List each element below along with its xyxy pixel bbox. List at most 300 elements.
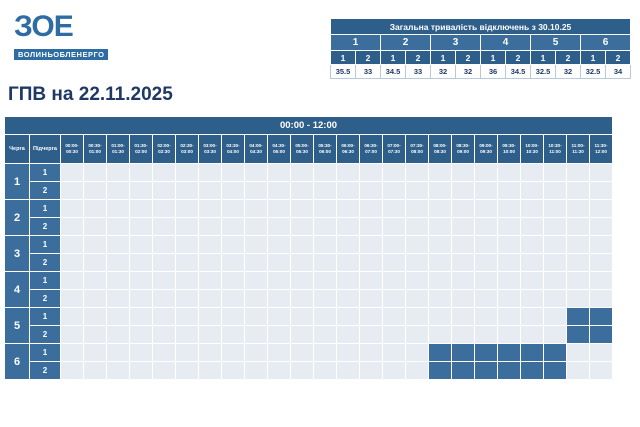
- outage-cell-off: [383, 200, 406, 218]
- outage-cell-off: [291, 218, 314, 236]
- outage-cell-off: [268, 236, 291, 254]
- outage-cell-on: [567, 308, 590, 326]
- outage-cell-off: [176, 308, 199, 326]
- outage-cell-off: [130, 326, 153, 344]
- outage-cell-on: [544, 362, 567, 380]
- outage-cell-off: [360, 362, 383, 380]
- outage-cell-off: [406, 182, 429, 200]
- outage-cell-off: [337, 218, 360, 236]
- summary-subgroup: 2: [606, 51, 631, 65]
- subqueue-number: 1: [30, 236, 61, 254]
- schedule-row: [5, 254, 613, 272]
- time-slot-header: 00:00- 00:30: [61, 135, 84, 164]
- outage-cell-off: [337, 326, 360, 344]
- outage-cell-off: [406, 200, 429, 218]
- queue-number: 6: [5, 344, 30, 380]
- outage-cell-off: [84, 326, 107, 344]
- outage-cell-on: [590, 308, 613, 326]
- time-slot-header: 04:00- 04:30: [245, 135, 268, 164]
- outage-cell-off: [544, 236, 567, 254]
- outage-cell-off: [383, 164, 406, 182]
- outage-cell-off: [429, 200, 452, 218]
- queue-number: 5: [5, 308, 30, 344]
- summary-subgroup: 2: [506, 51, 531, 65]
- outage-cell-off: [61, 308, 84, 326]
- outage-cell-off: [475, 272, 498, 290]
- outage-cell-off: [130, 344, 153, 362]
- schedule-row: [5, 182, 613, 200]
- outage-cell-off: [291, 200, 314, 218]
- outage-cell-off: [521, 326, 544, 344]
- summary-subgroup: 2: [556, 51, 581, 65]
- summary-subgroup: 1: [431, 51, 456, 65]
- outage-cell-off: [176, 164, 199, 182]
- summary-group-row: [331, 35, 631, 51]
- outage-cell-off: [268, 344, 291, 362]
- outage-cell-off: [337, 236, 360, 254]
- summary-value: 32: [456, 65, 481, 79]
- outage-cell-off: [590, 254, 613, 272]
- outage-cell-off: [429, 272, 452, 290]
- outage-cell-on: [475, 362, 498, 380]
- outage-cell-off: [475, 182, 498, 200]
- outage-cell-off: [544, 272, 567, 290]
- outage-cell-off: [590, 344, 613, 362]
- outage-cell-off: [383, 272, 406, 290]
- summary-group: 3: [431, 35, 481, 51]
- outage-cell-off: [567, 344, 590, 362]
- time-slot-header: 01:30- 02:00: [130, 135, 153, 164]
- outage-cell-off: [521, 254, 544, 272]
- outage-cell-off: [590, 290, 613, 308]
- outage-cell-off: [383, 308, 406, 326]
- outage-cell-off: [475, 164, 498, 182]
- outage-cell-off: [383, 344, 406, 362]
- outage-cell-off: [475, 236, 498, 254]
- subqueue-number: 2: [30, 218, 61, 236]
- outage-cell-off: [61, 326, 84, 344]
- outage-cell-off: [61, 290, 84, 308]
- outage-cell-off: [406, 344, 429, 362]
- outage-cell-off: [291, 236, 314, 254]
- grid-header-row: [5, 135, 613, 164]
- outage-cell-off: [567, 362, 590, 380]
- outage-cell-off: [406, 362, 429, 380]
- outage-cell-off: [314, 182, 337, 200]
- outage-cell-off: [107, 326, 130, 344]
- outage-cell-off: [245, 236, 268, 254]
- outage-cell-off: [567, 290, 590, 308]
- outage-cell-off: [498, 200, 521, 218]
- outage-cell-off: [153, 254, 176, 272]
- outage-cell-off: [245, 344, 268, 362]
- summary-value: 36: [481, 65, 506, 79]
- summary-subgroup: 1: [331, 51, 356, 65]
- outage-cell-off: [314, 290, 337, 308]
- outage-cell-off: [176, 290, 199, 308]
- schedule-row: [5, 362, 613, 380]
- outage-cell-off: [107, 236, 130, 254]
- outage-cell-off: [245, 272, 268, 290]
- outage-cell-off: [360, 164, 383, 182]
- outage-cell-off: [544, 290, 567, 308]
- outage-cell-on: [452, 344, 475, 362]
- outage-cell-off: [130, 254, 153, 272]
- outage-cell-off: [268, 308, 291, 326]
- company-logo: [14, 10, 164, 59]
- queue-number: 4: [5, 272, 30, 308]
- outage-cell-off: [314, 344, 337, 362]
- outage-cell-off: [291, 254, 314, 272]
- outage-cell-on: [429, 362, 452, 380]
- outage-cell-off: [245, 326, 268, 344]
- outage-cell-on: [475, 344, 498, 362]
- outage-cell-off: [222, 362, 245, 380]
- outage-cell-off: [452, 164, 475, 182]
- outage-cell-off: [567, 254, 590, 272]
- outage-cell-off: [199, 362, 222, 380]
- outage-cell-off: [314, 362, 337, 380]
- summary-value: 34.5: [381, 65, 406, 79]
- outage-cell-off: [84, 254, 107, 272]
- outage-cell-off: [521, 200, 544, 218]
- schedule-row: [5, 308, 613, 326]
- outage-cell-off: [199, 344, 222, 362]
- outage-cell-off: [153, 272, 176, 290]
- summary-group: 2: [381, 35, 431, 51]
- outage-cell-off: [337, 362, 360, 380]
- schedule-row: [5, 236, 613, 254]
- outage-cell-off: [245, 362, 268, 380]
- outage-cell-off: [245, 218, 268, 236]
- outage-cell-off: [383, 182, 406, 200]
- outage-cell-off: [360, 236, 383, 254]
- summary-value: 32.5: [581, 65, 606, 79]
- outage-cell-on: [567, 326, 590, 344]
- outage-cell-off: [199, 290, 222, 308]
- outage-cell-off: [199, 200, 222, 218]
- time-band-label: 00:00 - 12:00: [5, 117, 613, 135]
- outage-cell-off: [521, 182, 544, 200]
- outage-cell-off: [222, 326, 245, 344]
- time-slot-header: 00:30- 01:00: [84, 135, 107, 164]
- outage-cell-off: [314, 326, 337, 344]
- queue-number: 2: [5, 200, 30, 236]
- outage-cell-off: [199, 218, 222, 236]
- summary-group: 5: [531, 35, 581, 51]
- outage-cell-off: [61, 362, 84, 380]
- summary-group: 1: [331, 35, 381, 51]
- queue-number: 1: [5, 164, 30, 200]
- outage-cell-off: [107, 164, 130, 182]
- subqueue-number: 1: [30, 164, 61, 182]
- time-slot-header: 01:00- 01:30: [107, 135, 130, 164]
- outage-cell-off: [498, 164, 521, 182]
- time-slot-header: 03:00- 03:30: [199, 135, 222, 164]
- outage-cell-off: [590, 164, 613, 182]
- outage-cell-off: [521, 236, 544, 254]
- outage-cell-off: [406, 164, 429, 182]
- outage-cell-off: [406, 308, 429, 326]
- outage-cell-off: [429, 290, 452, 308]
- summary-value: 32: [556, 65, 581, 79]
- outage-schedule-grid: [4, 116, 613, 380]
- outage-cell-off: [360, 344, 383, 362]
- time-slot-header: 06:00- 06:30: [337, 135, 360, 164]
- outage-cell-off: [360, 218, 383, 236]
- outage-cell-off: [84, 290, 107, 308]
- outage-cell-off: [337, 164, 360, 182]
- outage-cell-off: [383, 254, 406, 272]
- summary-subgroup: 1: [481, 51, 506, 65]
- outage-cell-off: [567, 182, 590, 200]
- outage-cell-off: [544, 254, 567, 272]
- outage-cell-off: [130, 218, 153, 236]
- outage-cell-off: [475, 308, 498, 326]
- outage-cell-off: [452, 182, 475, 200]
- schedule-row: [5, 218, 613, 236]
- outage-cell-off: [61, 236, 84, 254]
- outage-cell-off: [314, 272, 337, 290]
- outage-cell-off: [222, 182, 245, 200]
- outage-cell-off: [521, 164, 544, 182]
- outage-cell-off: [130, 272, 153, 290]
- page-title: ГПВ на 22.11.2025: [8, 84, 173, 105]
- outage-cell-on: [498, 362, 521, 380]
- outage-cell-off: [544, 182, 567, 200]
- outage-cell-off: [521, 290, 544, 308]
- outage-cell-off: [153, 164, 176, 182]
- time-slot-header: 11:30- 12:00: [590, 135, 613, 164]
- outage-cell-off: [222, 200, 245, 218]
- outage-cell-off: [245, 254, 268, 272]
- subqueue-number: 2: [30, 254, 61, 272]
- outage-cell-off: [452, 200, 475, 218]
- outage-cell-on: [521, 344, 544, 362]
- time-slot-header: 09:30- 10:00: [498, 135, 521, 164]
- time-slot-header: 10:30- 11:00: [544, 135, 567, 164]
- outage-cell-off: [268, 290, 291, 308]
- outage-cell-off: [245, 164, 268, 182]
- outage-cell-off: [130, 362, 153, 380]
- outage-cell-off: [406, 290, 429, 308]
- outage-cell-off: [544, 200, 567, 218]
- outage-cell-on: [452, 362, 475, 380]
- outage-cell-off: [544, 308, 567, 326]
- outage-cell-off: [314, 236, 337, 254]
- subqueue-number: 1: [30, 344, 61, 362]
- outage-cell-off: [406, 272, 429, 290]
- outage-cell-off: [107, 182, 130, 200]
- summary-header-row: [331, 19, 631, 35]
- outage-cell-off: [590, 200, 613, 218]
- outage-cell-off: [268, 272, 291, 290]
- summary-value: 34.5: [506, 65, 531, 79]
- outage-cell-off: [84, 164, 107, 182]
- outage-cell-off: [337, 308, 360, 326]
- time-slot-header: 05:00- 05:30: [291, 135, 314, 164]
- outage-cell-off: [199, 236, 222, 254]
- outage-cell-off: [61, 200, 84, 218]
- subqueue-number: 1: [30, 272, 61, 290]
- outage-cell-off: [360, 326, 383, 344]
- outage-cell-off: [176, 326, 199, 344]
- outage-cell-off: [337, 254, 360, 272]
- outage-cell-on: [590, 326, 613, 344]
- outage-cell-off: [475, 218, 498, 236]
- outage-cell-off: [429, 164, 452, 182]
- summary-subgroup-row: [331, 51, 631, 65]
- outage-cell-off: [176, 362, 199, 380]
- outage-cell-off: [337, 344, 360, 362]
- outage-cell-off: [61, 218, 84, 236]
- outage-cell-off: [84, 362, 107, 380]
- outage-cell-off: [130, 290, 153, 308]
- outage-cell-off: [291, 362, 314, 380]
- outage-cell-off: [61, 164, 84, 182]
- outage-cell-off: [61, 272, 84, 290]
- outage-cell-off: [107, 290, 130, 308]
- outage-cell-off: [498, 308, 521, 326]
- subqueue-number: 2: [30, 326, 61, 344]
- outage-cell-on: [429, 344, 452, 362]
- summary-value: 32: [431, 65, 456, 79]
- outage-cell-off: [245, 200, 268, 218]
- outage-cell-off: [544, 218, 567, 236]
- outage-cell-off: [130, 236, 153, 254]
- outage-cell-off: [199, 254, 222, 272]
- outage-cell-off: [360, 182, 383, 200]
- outage-cell-off: [291, 326, 314, 344]
- outage-cell-off: [498, 254, 521, 272]
- summary-value: 34: [606, 65, 631, 79]
- summary-subgroup: 2: [456, 51, 481, 65]
- outage-cell-off: [590, 272, 613, 290]
- outage-cell-off: [475, 200, 498, 218]
- outage-cell-off: [245, 290, 268, 308]
- outage-cell-off: [84, 344, 107, 362]
- outage-cell-off: [107, 254, 130, 272]
- logo-letter-e: Е: [53, 10, 73, 43]
- outage-cell-off: [130, 200, 153, 218]
- outage-cell-off: [590, 182, 613, 200]
- outage-cell-off: [406, 254, 429, 272]
- outage-cell-off: [153, 200, 176, 218]
- outage-cell-off: [475, 290, 498, 308]
- outage-cell-off: [567, 164, 590, 182]
- outage-cell-off: [199, 182, 222, 200]
- outage-cell-off: [429, 182, 452, 200]
- outage-cell-off: [544, 326, 567, 344]
- outage-cell-off: [153, 344, 176, 362]
- outage-cell-off: [360, 290, 383, 308]
- outage-cell-off: [176, 200, 199, 218]
- outage-cell-off: [199, 326, 222, 344]
- outage-cell-off: [222, 344, 245, 362]
- outage-cell-off: [130, 182, 153, 200]
- outage-cell-off: [383, 362, 406, 380]
- outage-cell-off: [268, 182, 291, 200]
- outage-cell-off: [567, 236, 590, 254]
- outage-cell-off: [291, 182, 314, 200]
- outage-cell-off: [314, 254, 337, 272]
- outage-cell-off: [429, 326, 452, 344]
- outage-cell-off: [268, 164, 291, 182]
- summary-values-row: [331, 65, 631, 79]
- time-slot-header: 10:00- 10:30: [521, 135, 544, 164]
- time-slot-header: 02:00- 02:30: [153, 135, 176, 164]
- grid-band-row: [5, 117, 613, 135]
- outage-cell-on: [521, 362, 544, 380]
- summary-subgroup: 2: [406, 51, 431, 65]
- outage-cell-off: [429, 218, 452, 236]
- outage-cell-off: [291, 308, 314, 326]
- outage-cell-off: [222, 272, 245, 290]
- schedule-row: [5, 344, 613, 362]
- outage-cell-off: [452, 272, 475, 290]
- outage-cell-off: [452, 254, 475, 272]
- outage-cell-off: [61, 344, 84, 362]
- logo-mark: [14, 10, 164, 44]
- outage-cell-off: [383, 326, 406, 344]
- outage-cell-off: [176, 272, 199, 290]
- summary-subgroup: 1: [581, 51, 606, 65]
- summary-header: Загальна тривалість відключень з 30.10.25: [331, 19, 631, 35]
- outage-cell-off: [314, 218, 337, 236]
- outage-cell-off: [176, 254, 199, 272]
- outage-cell-off: [245, 308, 268, 326]
- schedule-row: [5, 326, 613, 344]
- subqueue-number: 1: [30, 308, 61, 326]
- outage-cell-off: [383, 236, 406, 254]
- outage-cell-off: [567, 218, 590, 236]
- outage-cell-off: [360, 254, 383, 272]
- header-queue: Черга: [5, 135, 30, 164]
- outage-cell-off: [314, 164, 337, 182]
- outage-cell-off: [452, 290, 475, 308]
- outage-cell-on: [498, 344, 521, 362]
- summary-subgroup: 1: [381, 51, 406, 65]
- time-slot-header: 04:30- 05:00: [268, 135, 291, 164]
- time-slot-header: 09:00- 09:30: [475, 135, 498, 164]
- outage-cell-off: [268, 254, 291, 272]
- outage-cell-off: [153, 218, 176, 236]
- outage-cell-off: [84, 218, 107, 236]
- outage-cell-off: [337, 200, 360, 218]
- outage-cell-off: [153, 236, 176, 254]
- outage-cell-off: [291, 272, 314, 290]
- outage-cell-off: [199, 164, 222, 182]
- outage-cell-off: [337, 290, 360, 308]
- summary-value: 35.5: [331, 65, 356, 79]
- outage-cell-off: [107, 218, 130, 236]
- outage-cell-off: [360, 272, 383, 290]
- outage-cell-off: [222, 218, 245, 236]
- outage-cell-off: [291, 290, 314, 308]
- outage-cell-off: [176, 182, 199, 200]
- outage-cell-off: [452, 308, 475, 326]
- summary-group: 4: [481, 35, 531, 51]
- outage-cell-off: [383, 290, 406, 308]
- outage-cell-off: [107, 308, 130, 326]
- schedule-row: [5, 200, 613, 218]
- outage-cell-off: [245, 182, 268, 200]
- outage-cell-off: [107, 344, 130, 362]
- outage-cell-off: [176, 236, 199, 254]
- outage-cell-off: [222, 164, 245, 182]
- outage-cell-off: [498, 272, 521, 290]
- outage-cell-off: [475, 254, 498, 272]
